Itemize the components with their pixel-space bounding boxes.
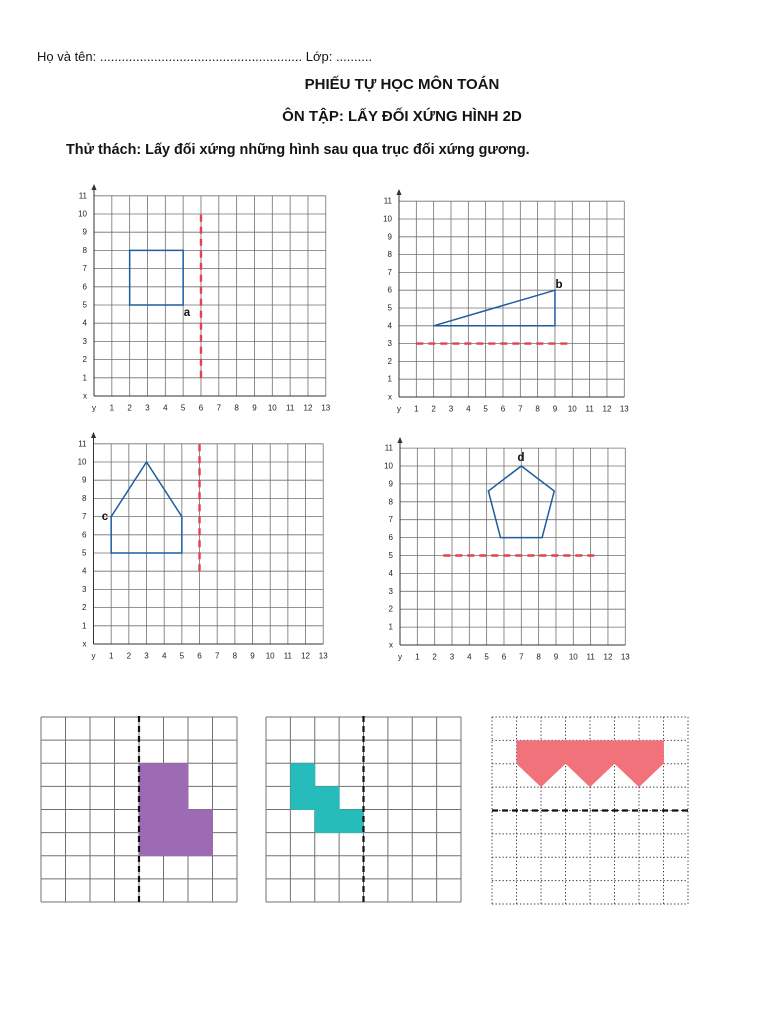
y-tick-label: 3 [82,584,87,594]
coordinate-graph-b [383,189,629,414]
y-tick-label: 9 [387,232,392,242]
shape-label: c [101,511,109,523]
shaded-cell [517,740,542,764]
mirror-grid-figure [266,716,461,903]
tick-labels [78,191,331,412]
y-tick-label: 1 [82,373,87,383]
shaded-cell [188,833,213,857]
x-tick-label: 13 [620,652,630,662]
x-tick-label: 12 [301,651,310,661]
y-tick-label: 5 [387,303,392,313]
y-tick-label: 2 [388,604,393,614]
y-tick-label: 8 [388,497,393,507]
shaded-triangle [517,764,566,787]
y-tick-label: 3 [82,336,87,346]
mirror-grid-figure [41,716,237,903]
x-tick-label: 11 [283,651,293,661]
y-tick-label: 1 [388,622,393,632]
vertical-axis-name: x [388,392,392,402]
x-tick-label: 8 [232,651,238,661]
x-tick-label: 10 [567,404,577,414]
axis-arrow-icon [396,189,401,195]
x-tick-label: 1 [108,651,114,661]
graph-grid [399,201,624,397]
shaded-cell [164,833,189,857]
x-tick-label: 5 [484,652,489,662]
shaded-cell [290,786,315,810]
y-tick-label: 11 [384,443,393,453]
x-tick-label: 5 [483,404,488,414]
x-tick-label: 8 [535,404,540,414]
y-tick-label: 4 [388,568,393,578]
vertical-axis-name: x [82,639,87,649]
y-tick-label: 6 [388,533,393,543]
y-tick-label: 5 [82,300,87,310]
x-tick-label: 1 [415,652,420,662]
x-tick-label: 13 [321,403,331,413]
x-tick-label: 3 [448,404,454,414]
x-tick-label: 4 [467,652,472,662]
x-tick-label: 12 [602,404,612,414]
y-tick-label: 7 [82,264,87,274]
mirror-grid-figure [492,717,688,904]
shaded-cell [315,810,340,834]
tick-labels [78,439,329,660]
shaded-cell [290,763,315,787]
x-tick-label: 6 [501,652,507,662]
y-tick-label: 8 [82,493,87,503]
x-tick-label: 10 [267,403,277,413]
y-tick-label: 4 [82,566,87,576]
x-tick-label: 7 [214,651,220,661]
coordinate-graph-a [78,184,331,413]
x-tick-label: 2 [127,403,132,413]
shaded-cell [139,763,164,787]
x-tick-label: 7 [216,403,222,413]
shaded-cell [639,740,664,764]
y-tick-label: 7 [82,512,87,522]
y-tick-label: 7 [387,267,392,277]
x-tick-label: 1 [109,403,115,413]
y-tick-label: 10 [78,209,87,219]
shaded-cell [566,740,591,764]
shaded-cell [590,740,615,764]
shaded-cell [188,810,213,834]
coordinate-graph-d [384,437,630,662]
y-tick-label: 3 [387,339,392,349]
y-tick-label: 2 [387,356,392,366]
x-tick-label: 4 [161,651,167,661]
shaded-cell [615,740,640,764]
y-tick-label: 5 [388,551,393,560]
x-tick-label: 13 [318,651,328,661]
y-tick-label: 6 [387,285,392,295]
challenge-instruction: Thử thách: Lấy đối xứng những hình sau qua trục đối xứng gương. [66,142,530,158]
x-tick-label: 3 [449,652,455,662]
shaded-cell [164,763,189,787]
y-tick-label: 1 [82,621,87,631]
student-name-class-line: Họ và tên: ........................................................ Lớp: .......... [37,49,373,64]
x-tick-label: 9 [252,403,257,413]
y-tick-label: 1 [387,374,392,384]
y-tick-label: 10 [77,457,87,467]
coordinate-graph-c [78,432,329,661]
x-tick-label: 6 [198,403,204,413]
y-tick-label: 11 [383,196,392,206]
colored-shape [139,763,213,856]
axis-arrow-icon [397,437,402,443]
x-tick-label: 9 [552,404,558,414]
graph-grid [400,448,625,645]
y-tick-label: 9 [82,227,87,237]
horizontal-axis-name: y [91,651,96,661]
graph-grid [94,196,326,396]
x-tick-label: 10 [265,651,275,661]
x-tick-label: 11 [585,404,594,414]
x-tick-label: 7 [519,652,524,662]
shape-label: b [555,279,563,291]
colored-shape [290,763,364,833]
x-tick-label: 11 [586,652,595,662]
shaded-cell [164,810,189,834]
horizontal-axis-name: y [92,403,96,413]
x-tick-label: 1 [414,404,419,414]
x-tick-label: 2 [432,652,437,662]
shaded-cell [139,833,164,857]
x-tick-label: 10 [568,652,578,662]
x-tick-label: 9 [250,651,255,661]
y-tick-label: 5 [82,548,87,558]
x-tick-label: 3 [144,651,149,661]
y-tick-label: 8 [82,245,87,255]
x-tick-label: 11 [285,403,295,413]
y-tick-label: 4 [82,318,87,328]
y-tick-label: 7 [388,515,393,525]
shaded-cell [139,810,164,834]
y-tick-label: 9 [388,479,393,489]
y-tick-label: 6 [82,282,87,292]
x-tick-label: 6 [500,404,506,414]
y-tick-label: 9 [82,475,87,485]
x-tick-label: 5 [179,651,185,661]
shaded-cell [139,786,164,810]
vertical-axis-name: x [83,391,87,401]
x-tick-label: 8 [536,652,541,662]
y-tick-label: 6 [82,530,87,540]
x-tick-label: 13 [619,404,629,414]
graph-grid [94,444,324,644]
y-tick-label: 2 [82,355,87,365]
vertical-axis-name: x [389,640,393,650]
x-tick-label: 8 [234,403,239,413]
shaded-triangle [566,764,615,787]
y-tick-label: 10 [384,461,393,471]
shaded-cell [541,740,566,764]
shaded-triangle [615,764,664,787]
shape-label: a [183,307,191,319]
shape-label: d [517,452,525,464]
worksheet-subtitle: ÔN TẬP: LẤY ĐỐI XỨNG HÌNH 2D [282,108,522,125]
x-tick-label: 12 [603,652,613,662]
axis-arrow-icon [91,184,96,190]
x-tick-label: 9 [553,652,559,662]
x-tick-label: 2 [126,651,132,661]
x-tick-label: 7 [518,404,523,414]
shaded-cell [339,810,364,834]
x-tick-label: 2 [431,404,436,414]
x-tick-label: 6 [197,651,202,661]
x-tick-label: 3 [145,403,150,413]
shaded-cell [315,786,340,810]
x-tick-label: 5 [180,403,186,413]
shaded-cell [164,786,189,810]
y-tick-label: 8 [387,250,392,260]
y-tick-label: 10 [383,214,392,224]
x-tick-label: 12 [303,403,313,413]
y-tick-label: 4 [387,321,392,331]
shape-outline [130,250,183,305]
y-tick-label: 11 [78,191,87,201]
y-tick-label: 2 [82,603,87,613]
axis-arrow-icon [91,432,96,438]
x-tick-label: 4 [163,403,168,413]
x-tick-label: 4 [466,404,471,414]
worksheet-title: PHIẾU TỰ HỌC MÔN TOÁN [304,76,500,93]
y-tick-label: 3 [388,586,393,596]
y-tick-label: 11 [78,439,87,449]
horizontal-axis-name: y [397,404,401,414]
horizontal-axis-name: y [398,652,402,662]
colored-shape [517,740,664,787]
